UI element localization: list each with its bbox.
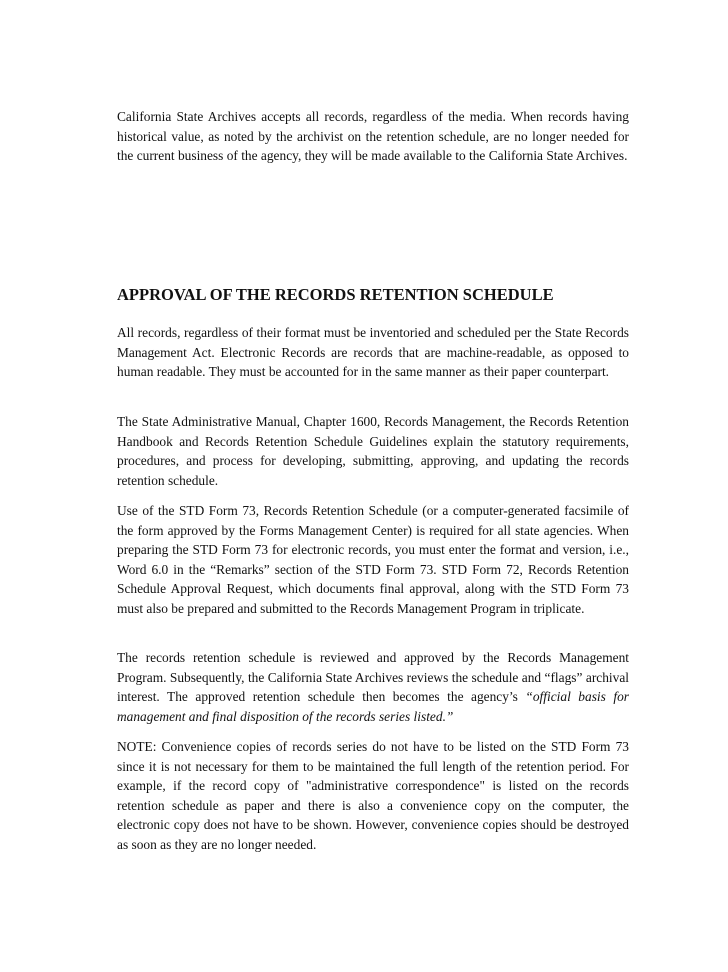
paragraph-schedule-review bbox=[117, 648, 629, 726]
section-heading: APPROVAL OF THE RECORDS RETENTION SCHEDULE bbox=[117, 285, 554, 304]
paragraph-convenience-copies-note: NOTE: Convenience copies of records series do not have to be listed on the STD Form 73 since it is not necessary for them to be maintained the full length of the retention period. For example, if the record copy of "administrative correspondence" is listed on the records retention schedule as paper and there is also a convenience copy on the computer, the electronic copy does not have to be shown. However, convenience copies should be destroyed as soon as they are no longer needed. bbox=[117, 739, 629, 852]
paragraph-std-form-73: Use of the STD Form 73, Records Retention Schedule (or a computer-generated facsimile of the form approved by the Forms Management Center) is required for all state agencies. When preparing the STD Form 73 for electronic records, you must enter the format and version, i.e., Word 6.0 in the “Remarks” section of the STD Form 73. STD Form 72, Records Retention Schedule Approval Request, which documents final approval, along with the STD Form 73 must also be prepared and submitted to the Records Management Program in triplicate. bbox=[117, 503, 629, 616]
paragraph-state-administrative-manual: The State Administrative Manual, Chapter 1600, Records Management, the Records Retention Handbook and Records Retention Schedule Guidelines explain the statutory requirements, procedures, and process for developing, submitting, approving, and updating the records retention schedule. bbox=[117, 414, 629, 488]
intro-paragraph: California State Archives accepts all records, regardless of the media. When records having historical value, as noted by the archivist on the retention schedule, are no longer needed for the current business of the agency, they will be made available to the California State Archives. bbox=[117, 109, 629, 164]
paragraph-records-inventory: All records, regardless of their format must be inventoried and scheduled per the State Records Management Act. Electronic Records are records that are machine-readable, as opposed to human readable. They must be accounted for in the same manner as their paper counterpart. bbox=[117, 325, 629, 380]
official-basis-quote: “official basis for management and final disposition of the records series listed.” bbox=[117, 689, 629, 724]
paragraph-schedule-review-text: The records retention schedule is reviewed and approved by the Records Management Program. Subsequently, the California State Archives reviews the schedule and “flags” archival interest. The approved retention schedule then becomes the agency’s bbox=[117, 650, 629, 705]
